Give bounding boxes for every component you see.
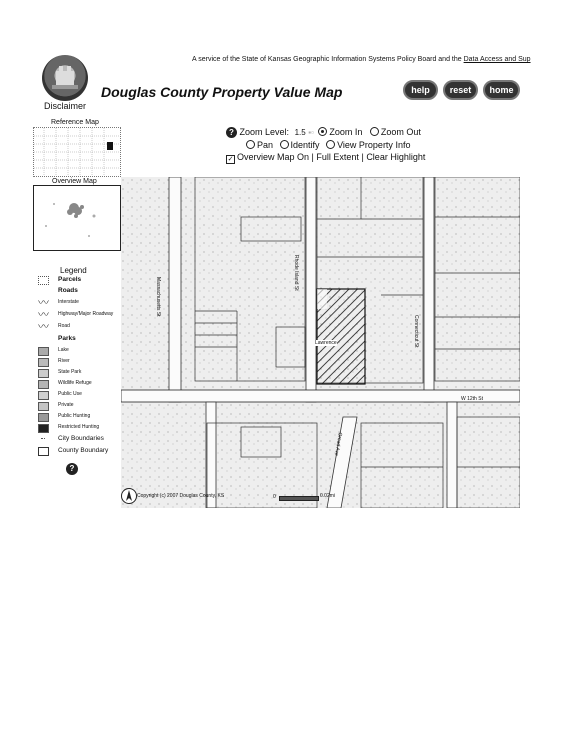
view-property-info-label[interactable]: View Property Info bbox=[337, 140, 411, 150]
reference-map-graphic bbox=[34, 128, 120, 176]
legend-highway: Highway/Major Roadway bbox=[58, 311, 114, 317]
page-title: Douglas County Property Value Map bbox=[101, 84, 343, 100]
scale-bar-start: 0 bbox=[273, 494, 276, 500]
zoom-in-radio[interactable] bbox=[318, 127, 327, 136]
view-property-info-radio[interactable] bbox=[326, 140, 335, 149]
clear-highlight-link[interactable]: Clear Highlight bbox=[366, 152, 426, 162]
legend-private: Private bbox=[58, 402, 74, 408]
state-park-swatch bbox=[38, 369, 49, 378]
legend-parks: Parks bbox=[58, 335, 76, 342]
service-text: A service of the State of Kansas Geographic Information Systems Policy Board and the bbox=[192, 56, 464, 63]
zoom-out-radio[interactable] bbox=[370, 127, 379, 136]
interstate-icon: 〰 bbox=[38, 297, 49, 309]
overview-map-on-label[interactable]: Overview Map On bbox=[237, 152, 310, 162]
disclaimer-link[interactable]: Disclaimer bbox=[44, 101, 87, 111]
legend bbox=[38, 276, 118, 462]
road-icon: 〰 bbox=[38, 321, 49, 333]
city-boundary-icon bbox=[41, 438, 45, 440]
legend-title: Legend bbox=[60, 266, 87, 275]
zoom-level-label: Zoom Level: bbox=[239, 127, 290, 137]
street-label-w12th: W 12th St bbox=[461, 396, 483, 402]
zoom-out-label[interactable]: Zoom Out bbox=[380, 127, 421, 137]
legend-help-icon[interactable]: ? bbox=[66, 463, 78, 475]
identify-label[interactable]: Identify bbox=[290, 140, 320, 150]
reference-map-marker bbox=[107, 142, 113, 150]
scale-bar bbox=[279, 496, 319, 501]
public-hunting-swatch bbox=[38, 413, 49, 422]
reset-button[interactable]: reset bbox=[443, 80, 478, 100]
separator-1: | bbox=[311, 152, 314, 162]
scale-bar-end: 0.02mi bbox=[320, 493, 336, 499]
restricted-hunting-swatch bbox=[38, 424, 49, 433]
legend-restricted-hunting: Restricted Hunting bbox=[58, 424, 100, 430]
overview-map[interactable] bbox=[33, 185, 121, 251]
legend-public-use: Public Use bbox=[58, 391, 82, 397]
legend-county-boundary: County Boundary bbox=[58, 447, 109, 454]
public-use-swatch bbox=[38, 391, 49, 400]
identify-radio[interactable] bbox=[280, 140, 289, 149]
data-access-link[interactable]: Data Access and Sup bbox=[463, 56, 531, 63]
zoom-help-icon[interactable]: ? bbox=[226, 127, 237, 138]
map-copyright: Copyright (c) 2007 Douglas County, KS bbox=[137, 493, 225, 499]
county-boundary-swatch bbox=[38, 447, 49, 456]
legend-roads: Roads bbox=[58, 287, 78, 294]
street-label-connecticut: Connecticut St bbox=[413, 315, 419, 348]
legend-road: Road bbox=[58, 323, 70, 329]
legend-public-hunting: Public Hunting bbox=[58, 413, 91, 419]
county-seal-logo[interactable] bbox=[42, 55, 88, 101]
overview-map-graphic bbox=[34, 186, 120, 250]
property-map[interactable] bbox=[121, 177, 520, 508]
legend-interstate: Interstate bbox=[58, 299, 79, 305]
reference-map-label: Reference Map bbox=[51, 119, 99, 126]
street-label-massachusetts: Massachusetts St bbox=[155, 277, 161, 317]
full-extent-link[interactable]: Full Extent bbox=[316, 152, 359, 162]
highway-icon: 〰 bbox=[38, 309, 49, 321]
river-swatch bbox=[38, 358, 49, 367]
overview-map-label: Overview Map bbox=[52, 178, 97, 185]
zoom-level-value[interactable]: 1.5 bbox=[294, 128, 306, 137]
legend-city-boundaries: City Boundaries bbox=[58, 435, 104, 442]
help-button[interactable]: help bbox=[403, 80, 438, 100]
legend-parcels: Parcels bbox=[58, 276, 82, 283]
street-label-rhode-island: Rhode Island St bbox=[293, 255, 299, 291]
service-notice bbox=[192, 56, 531, 63]
lake-swatch bbox=[38, 347, 49, 356]
street-label-oread: Oread Ave bbox=[333, 431, 343, 457]
legend-lake: Lake bbox=[58, 347, 69, 353]
zoom-in-label[interactable]: Zoom In bbox=[329, 127, 363, 137]
parcels-swatch bbox=[38, 276, 49, 285]
wildlife-refuge-swatch bbox=[38, 380, 49, 389]
pan-radio[interactable] bbox=[246, 140, 255, 149]
separator-2: | bbox=[361, 152, 364, 162]
home-button[interactable]: home bbox=[483, 80, 520, 100]
private-swatch bbox=[38, 402, 49, 411]
reference-map[interactable] bbox=[33, 127, 121, 177]
map-controls bbox=[226, 127, 425, 164]
north-arrow-icon bbox=[121, 488, 137, 504]
zoom-slider-icon[interactable]: ▪▫ bbox=[308, 128, 314, 137]
legend-wildlife-refuge: Wildlife Refuge bbox=[58, 380, 92, 386]
parcel-label: Lawrence bbox=[315, 340, 337, 346]
overview-map-checkbox[interactable]: ✓ bbox=[227, 156, 234, 163]
legend-state-park: State Park bbox=[58, 369, 82, 375]
legend-river: River bbox=[58, 358, 70, 364]
pan-label[interactable]: Pan bbox=[257, 140, 274, 150]
